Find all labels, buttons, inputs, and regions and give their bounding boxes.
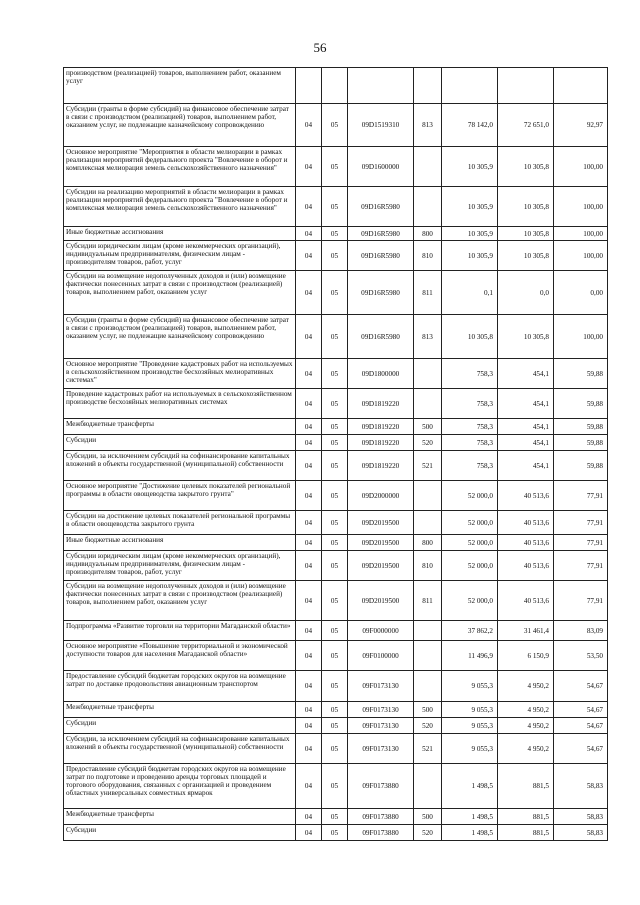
table-row bbox=[64, 734, 608, 764]
planned-amount-cell: 1 498,5 bbox=[442, 825, 498, 841]
row-name-cell: Субсидии юридическим лицам (кроме некоммерческих организаций), индивидуальным предпринимателям, физическим лицам - производителям товаров, работ, услуг bbox=[64, 241, 296, 271]
target-article-cell: 09D1819220 bbox=[348, 419, 414, 435]
planned-amount-cell: 1 498,5 bbox=[442, 764, 498, 809]
subsection-code-cell: 05 bbox=[322, 641, 348, 671]
planned-amount-cell: 11 496,9 bbox=[442, 641, 498, 671]
subsection-code-cell: 05 bbox=[322, 451, 348, 481]
table-row bbox=[64, 535, 608, 551]
row-name-cell: Субсидии bbox=[64, 718, 296, 734]
row-name-cell: Основное мероприятие "Мероприятия в области мелиорации в рамках реализации мероприятий федерального проекта "Вовлечение в оборот и комплексная мелиорация земель сельскохозяйственного назначения" bbox=[64, 147, 296, 187]
expense-type-cell: 800 bbox=[414, 535, 442, 551]
execution-percent-cell: 59,88 bbox=[554, 419, 608, 435]
actual-amount-cell: 454,1 bbox=[498, 389, 554, 419]
planned-amount-cell: 9 055,3 bbox=[442, 702, 498, 718]
target-article-cell: 09D16R5980 bbox=[348, 227, 414, 241]
planned-amount-cell: 9 055,3 bbox=[442, 718, 498, 734]
target-article-cell: 09D1819220 bbox=[348, 435, 414, 451]
expense-type-cell: 520 bbox=[414, 825, 442, 841]
expense-type-cell bbox=[414, 389, 442, 419]
expense-type-cell: 800 bbox=[414, 227, 442, 241]
subsection-code-cell: 05 bbox=[322, 227, 348, 241]
section-code-cell: 04 bbox=[296, 241, 322, 271]
actual-amount-cell: 881,5 bbox=[498, 764, 554, 809]
row-name-cell: Субсидии, за исключением субсидий на софинансирование капитальных вложений в объекты государственной (муниципальной) собственности bbox=[64, 451, 296, 481]
subsection-code-cell: 05 bbox=[322, 359, 348, 389]
expense-type-cell bbox=[414, 641, 442, 671]
row-name-cell: Иные бюджетные ассигнования bbox=[64, 535, 296, 551]
section-code-cell: 04 bbox=[296, 702, 322, 718]
expense-type-cell: 520 bbox=[414, 718, 442, 734]
section-code-cell: 04 bbox=[296, 581, 322, 621]
subsection-code-cell: 05 bbox=[322, 581, 348, 621]
planned-amount-cell: 10 305,9 bbox=[442, 187, 498, 227]
execution-percent-cell: 83,09 bbox=[554, 621, 608, 641]
expense-type-cell: 500 bbox=[414, 809, 442, 825]
planned-amount-cell: 758,3 bbox=[442, 419, 498, 435]
section-code-cell: 04 bbox=[296, 734, 322, 764]
section-code-cell: 04 bbox=[296, 764, 322, 809]
section-code-cell: 04 bbox=[296, 481, 322, 511]
planned-amount-cell: 52 000,0 bbox=[442, 481, 498, 511]
page-number: 56 bbox=[313, 40, 327, 55]
target-article-cell: 09D2019500 bbox=[348, 511, 414, 535]
row-name-cell: Субсидии на достижение целевых показателей региональной программы в области овощеводства закрытого грунта bbox=[64, 511, 296, 535]
expense-type-cell bbox=[414, 511, 442, 535]
target-article-cell: 09D2019500 bbox=[348, 581, 414, 621]
budget-table bbox=[63, 67, 608, 841]
row-name-cell: Иные бюджетные ассигнования bbox=[64, 227, 296, 241]
subsection-code-cell: 05 bbox=[322, 825, 348, 841]
row-name-cell: Межбюджетные трансферты bbox=[64, 809, 296, 825]
target-article-cell: 09F0173130 bbox=[348, 734, 414, 764]
execution-percent-cell: 59,88 bbox=[554, 389, 608, 419]
target-article-cell bbox=[348, 68, 414, 104]
table-row bbox=[64, 187, 608, 227]
section-code-cell: 04 bbox=[296, 187, 322, 227]
row-name-cell: Субсидии bbox=[64, 825, 296, 841]
execution-percent-cell: 100,00 bbox=[554, 147, 608, 187]
subsection-code-cell: 05 bbox=[322, 764, 348, 809]
expense-type-cell: 521 bbox=[414, 734, 442, 764]
execution-percent-cell bbox=[554, 68, 608, 104]
row-name-cell: Субсидии, за исключением субсидий на софинансирование капитальных вложений в объекты государственной (муниципальной) собственности bbox=[64, 734, 296, 764]
target-article-cell: 09D1819220 bbox=[348, 451, 414, 481]
actual-amount-cell: 4 950,2 bbox=[498, 718, 554, 734]
row-name-cell: Основное мероприятие "Достижение целевых показателей региональной программы в области овощеводства закрытого грунта" bbox=[64, 481, 296, 511]
target-article-cell: 09D16R5980 bbox=[348, 187, 414, 227]
section-code-cell: 04 bbox=[296, 435, 322, 451]
subsection-code-cell: 05 bbox=[322, 671, 348, 702]
table-row bbox=[64, 702, 608, 718]
section-code-cell: 04 bbox=[296, 535, 322, 551]
actual-amount-cell: 454,1 bbox=[498, 359, 554, 389]
table-row bbox=[64, 271, 608, 315]
target-article-cell: 09D16R5980 bbox=[348, 241, 414, 271]
subsection-code-cell: 05 bbox=[322, 718, 348, 734]
table-row bbox=[64, 419, 608, 435]
planned-amount-cell: 758,3 bbox=[442, 389, 498, 419]
budget-table-body bbox=[64, 68, 608, 841]
subsection-code-cell: 05 bbox=[322, 435, 348, 451]
execution-percent-cell: 100,00 bbox=[554, 187, 608, 227]
table-row bbox=[64, 764, 608, 809]
row-name-cell: Основное мероприятие «Повышение территориальной и экономической доступности товаров для населения Магаданской области» bbox=[64, 641, 296, 671]
target-article-cell: 09D1600000 bbox=[348, 147, 414, 187]
section-code-cell: 04 bbox=[296, 825, 322, 841]
actual-amount-cell: 40 513,6 bbox=[498, 581, 554, 621]
planned-amount-cell: 9 055,3 bbox=[442, 671, 498, 702]
target-article-cell: 09F0173880 bbox=[348, 825, 414, 841]
expense-type-cell: 500 bbox=[414, 702, 442, 718]
actual-amount-cell: 4 950,2 bbox=[498, 702, 554, 718]
expense-type-cell: 811 bbox=[414, 271, 442, 315]
planned-amount-cell: 37 862,2 bbox=[442, 621, 498, 641]
actual-amount-cell: 454,1 bbox=[498, 435, 554, 451]
actual-amount-cell: 881,5 bbox=[498, 809, 554, 825]
actual-amount-cell: 10 305,8 bbox=[498, 147, 554, 187]
subsection-code-cell: 05 bbox=[322, 315, 348, 359]
actual-amount-cell: 40 513,6 bbox=[498, 481, 554, 511]
target-article-cell: 09D16R5980 bbox=[348, 315, 414, 359]
table-row bbox=[64, 621, 608, 641]
section-code-cell: 04 bbox=[296, 389, 322, 419]
table-row bbox=[64, 389, 608, 419]
table-row bbox=[64, 809, 608, 825]
table-row bbox=[64, 241, 608, 271]
planned-amount-cell: 10 305,9 bbox=[442, 147, 498, 187]
planned-amount-cell: 758,3 bbox=[442, 451, 498, 481]
planned-amount-cell: 9 055,3 bbox=[442, 734, 498, 764]
table-row bbox=[64, 825, 608, 841]
row-name-cell: Межбюджетные трансферты bbox=[64, 419, 296, 435]
actual-amount-cell: 10 305,8 bbox=[498, 241, 554, 271]
actual-amount-cell: 72 651,0 bbox=[498, 104, 554, 147]
subsection-code-cell: 05 bbox=[322, 734, 348, 764]
subsection-code-cell: 05 bbox=[322, 551, 348, 581]
execution-percent-cell: 77,91 bbox=[554, 581, 608, 621]
expense-type-cell: 810 bbox=[414, 551, 442, 581]
execution-percent-cell: 59,88 bbox=[554, 451, 608, 481]
target-article-cell: 09D2019500 bbox=[348, 551, 414, 581]
table-row bbox=[64, 227, 608, 241]
target-article-cell: 09F0173880 bbox=[348, 764, 414, 809]
table-row bbox=[64, 511, 608, 535]
target-article-cell: 09F0100000 bbox=[348, 641, 414, 671]
table-row bbox=[64, 315, 608, 359]
section-code-cell: 04 bbox=[296, 451, 322, 481]
actual-amount-cell: 454,1 bbox=[498, 419, 554, 435]
section-code-cell bbox=[296, 68, 322, 104]
actual-amount-cell: 454,1 bbox=[498, 451, 554, 481]
actual-amount-cell: 0,0 bbox=[498, 271, 554, 315]
expense-type-cell bbox=[414, 481, 442, 511]
table-row bbox=[64, 435, 608, 451]
expense-type-cell bbox=[414, 187, 442, 227]
execution-percent-cell: 58,83 bbox=[554, 764, 608, 809]
execution-percent-cell: 59,88 bbox=[554, 359, 608, 389]
target-article-cell: 09F0000000 bbox=[348, 621, 414, 641]
actual-amount-cell: 31 461,4 bbox=[498, 621, 554, 641]
target-article-cell: 09D2019500 bbox=[348, 535, 414, 551]
table-row bbox=[64, 68, 608, 104]
target-article-cell: 09F0173130 bbox=[348, 702, 414, 718]
execution-percent-cell: 77,91 bbox=[554, 511, 608, 535]
expense-type-cell: 813 bbox=[414, 315, 442, 359]
expense-type-cell: 810 bbox=[414, 241, 442, 271]
planned-amount-cell: 0,1 bbox=[442, 271, 498, 315]
row-name-cell: Субсидии (гранты в форме субсидий) на финансовое обеспечение затрат в связи с производством (реализацией) товаров, выполнением работ, оказанием услуг, не подлежащие казначейскому сопровождению bbox=[64, 315, 296, 359]
table-row bbox=[64, 451, 608, 481]
planned-amount-cell bbox=[442, 68, 498, 104]
actual-amount-cell: 4 950,2 bbox=[498, 734, 554, 764]
row-name-cell: Субсидии на возмещение недополученных доходов и (или) возмещение фактически понесенных затрат в связи с производством (реализацией) товаров, выполнением работ, оказанием услуг bbox=[64, 271, 296, 315]
table-row bbox=[64, 581, 608, 621]
row-name-cell: Предоставление субсидий бюджетам городских округов на возмещение затрат по доставке продовольствия авиационным транспортом bbox=[64, 671, 296, 702]
execution-percent-cell: 0,00 bbox=[554, 271, 608, 315]
expense-type-cell: 500 bbox=[414, 419, 442, 435]
planned-amount-cell: 1 498,5 bbox=[442, 809, 498, 825]
execution-percent-cell: 100,00 bbox=[554, 227, 608, 241]
expense-type-cell bbox=[414, 621, 442, 641]
execution-percent-cell: 54,67 bbox=[554, 734, 608, 764]
execution-percent-cell: 100,00 bbox=[554, 241, 608, 271]
table-row bbox=[64, 641, 608, 671]
table-row bbox=[64, 671, 608, 702]
subsection-code-cell: 05 bbox=[322, 104, 348, 147]
section-code-cell: 04 bbox=[296, 551, 322, 581]
planned-amount-cell: 52 000,0 bbox=[442, 535, 498, 551]
planned-amount-cell: 52 000,0 bbox=[442, 511, 498, 535]
execution-percent-cell: 59,88 bbox=[554, 435, 608, 451]
subsection-code-cell: 05 bbox=[322, 481, 348, 511]
row-name-cell: Проведение кадастровых работ на используемых в сельскохозяйственном производстве бесхозяйных мелиоративных системах bbox=[64, 389, 296, 419]
subsection-code-cell: 05 bbox=[322, 535, 348, 551]
section-code-cell: 04 bbox=[296, 419, 322, 435]
row-name-cell: производством (реализацией) товаров, выполнением работ, оказанием услуг bbox=[64, 68, 296, 104]
planned-amount-cell: 10 305,8 bbox=[442, 315, 498, 359]
actual-amount-cell bbox=[498, 68, 554, 104]
planned-amount-cell: 78 142,0 bbox=[442, 104, 498, 147]
row-name-cell: Подпрограмма «Развитие торговли на территории Магаданской области» bbox=[64, 621, 296, 641]
execution-percent-cell: 100,00 bbox=[554, 315, 608, 359]
row-name-cell: Субсидии bbox=[64, 435, 296, 451]
row-name-cell: Предоставление субсидий бюджетам городских округов на возмещение затрат по подготовке и проведению аренды торговых площадей и торгового оборудования, связанных с организацией и проведением областных универсальных совместных ярмарок bbox=[64, 764, 296, 809]
subsection-code-cell bbox=[322, 68, 348, 104]
row-name-cell: Основное мероприятие "Проведение кадастровых работ на используемых в сельскохозяйственном производстве бесхозяйных мелиоративных системах" bbox=[64, 359, 296, 389]
actual-amount-cell: 10 305,8 bbox=[498, 187, 554, 227]
actual-amount-cell: 4 950,2 bbox=[498, 671, 554, 702]
section-code-cell: 04 bbox=[296, 621, 322, 641]
section-code-cell: 04 bbox=[296, 104, 322, 147]
execution-percent-cell: 54,67 bbox=[554, 702, 608, 718]
execution-percent-cell: 58,83 bbox=[554, 809, 608, 825]
expense-type-cell bbox=[414, 671, 442, 702]
planned-amount-cell: 758,3 bbox=[442, 359, 498, 389]
expense-type-cell: 811 bbox=[414, 581, 442, 621]
target-article-cell: 09D2000000 bbox=[348, 481, 414, 511]
target-article-cell: 09D16R5980 bbox=[348, 271, 414, 315]
expense-type-cell bbox=[414, 359, 442, 389]
section-code-cell: 04 bbox=[296, 671, 322, 702]
target-article-cell: 09F0173880 bbox=[348, 809, 414, 825]
target-article-cell: 09D1800000 bbox=[348, 359, 414, 389]
target-article-cell: 09F0173130 bbox=[348, 671, 414, 702]
expense-type-cell: 521 bbox=[414, 451, 442, 481]
execution-percent-cell: 77,91 bbox=[554, 481, 608, 511]
subsection-code-cell: 05 bbox=[322, 147, 348, 187]
section-code-cell: 04 bbox=[296, 641, 322, 671]
target-article-cell: 09D1519310 bbox=[348, 104, 414, 147]
section-code-cell: 04 bbox=[296, 359, 322, 389]
row-name-cell: Субсидии (гранты в форме субсидий) на финансовое обеспечение затрат в связи с производством (реализацией) товаров, выполнением работ, оказанием услуг, не подлежащие казначейскому сопровождению bbox=[64, 104, 296, 147]
target-article-cell: 09F0173130 bbox=[348, 718, 414, 734]
execution-percent-cell: 54,67 bbox=[554, 718, 608, 734]
subsection-code-cell: 05 bbox=[322, 241, 348, 271]
expense-type-cell bbox=[414, 68, 442, 104]
subsection-code-cell: 05 bbox=[322, 271, 348, 315]
subsection-code-cell: 05 bbox=[322, 389, 348, 419]
table-row bbox=[64, 551, 608, 581]
section-code-cell: 04 bbox=[296, 147, 322, 187]
table-row bbox=[64, 718, 608, 734]
actual-amount-cell: 40 513,6 bbox=[498, 511, 554, 535]
execution-percent-cell: 92,97 bbox=[554, 104, 608, 147]
planned-amount-cell: 10 305,9 bbox=[442, 227, 498, 241]
actual-amount-cell: 881,5 bbox=[498, 825, 554, 841]
planned-amount-cell: 52 000,0 bbox=[442, 581, 498, 621]
table-row bbox=[64, 147, 608, 187]
table-row bbox=[64, 481, 608, 511]
expense-type-cell bbox=[414, 764, 442, 809]
actual-amount-cell: 10 305,8 bbox=[498, 315, 554, 359]
table-row bbox=[64, 104, 608, 147]
execution-percent-cell: 54,67 bbox=[554, 671, 608, 702]
subsection-code-cell: 05 bbox=[322, 809, 348, 825]
subsection-code-cell: 05 bbox=[322, 187, 348, 227]
row-name-cell: Субсидии на возмещение недополученных доходов и (или) возмещение фактически понесенных затрат в связи с производством (реализацией) товаров, выполнением работ, оказанием услуг bbox=[64, 581, 296, 621]
actual-amount-cell: 40 513,6 bbox=[498, 535, 554, 551]
actual-amount-cell: 6 150,9 bbox=[498, 641, 554, 671]
row-name-cell: Межбюджетные трансферты bbox=[64, 702, 296, 718]
section-code-cell: 04 bbox=[296, 315, 322, 359]
subsection-code-cell: 05 bbox=[322, 419, 348, 435]
execution-percent-cell: 58,83 bbox=[554, 825, 608, 841]
execution-percent-cell: 53,50 bbox=[554, 641, 608, 671]
execution-percent-cell: 77,91 bbox=[554, 535, 608, 551]
expense-type-cell bbox=[414, 147, 442, 187]
section-code-cell: 04 bbox=[296, 227, 322, 241]
planned-amount-cell: 758,3 bbox=[442, 435, 498, 451]
subsection-code-cell: 05 bbox=[322, 511, 348, 535]
section-code-cell: 04 bbox=[296, 718, 322, 734]
section-code-cell: 04 bbox=[296, 511, 322, 535]
section-code-cell: 04 bbox=[296, 271, 322, 315]
planned-amount-cell: 10 305,9 bbox=[442, 241, 498, 271]
target-article-cell: 09D1819220 bbox=[348, 389, 414, 419]
execution-percent-cell: 77,91 bbox=[554, 551, 608, 581]
planned-amount-cell: 52 000,0 bbox=[442, 551, 498, 581]
expense-type-cell: 813 bbox=[414, 104, 442, 147]
actual-amount-cell: 40 513,6 bbox=[498, 551, 554, 581]
actual-amount-cell: 10 305,8 bbox=[498, 227, 554, 241]
expense-type-cell: 520 bbox=[414, 435, 442, 451]
table-row bbox=[64, 359, 608, 389]
subsection-code-cell: 05 bbox=[322, 702, 348, 718]
section-code-cell: 04 bbox=[296, 809, 322, 825]
subsection-code-cell: 05 bbox=[322, 621, 348, 641]
row-name-cell: Субсидии юридическим лицам (кроме некоммерческих организаций), индивидуальным предпринимателям, физическим лицам - производителям товаров, работ, услуг bbox=[64, 551, 296, 581]
row-name-cell: Субсидии на реализацию мероприятий в области мелиорации в рамках реализации мероприятий федерального проекта "Вовлечение в оборот и комплексная мелиорация земель сельскохозяйственного назначения" bbox=[64, 187, 296, 227]
